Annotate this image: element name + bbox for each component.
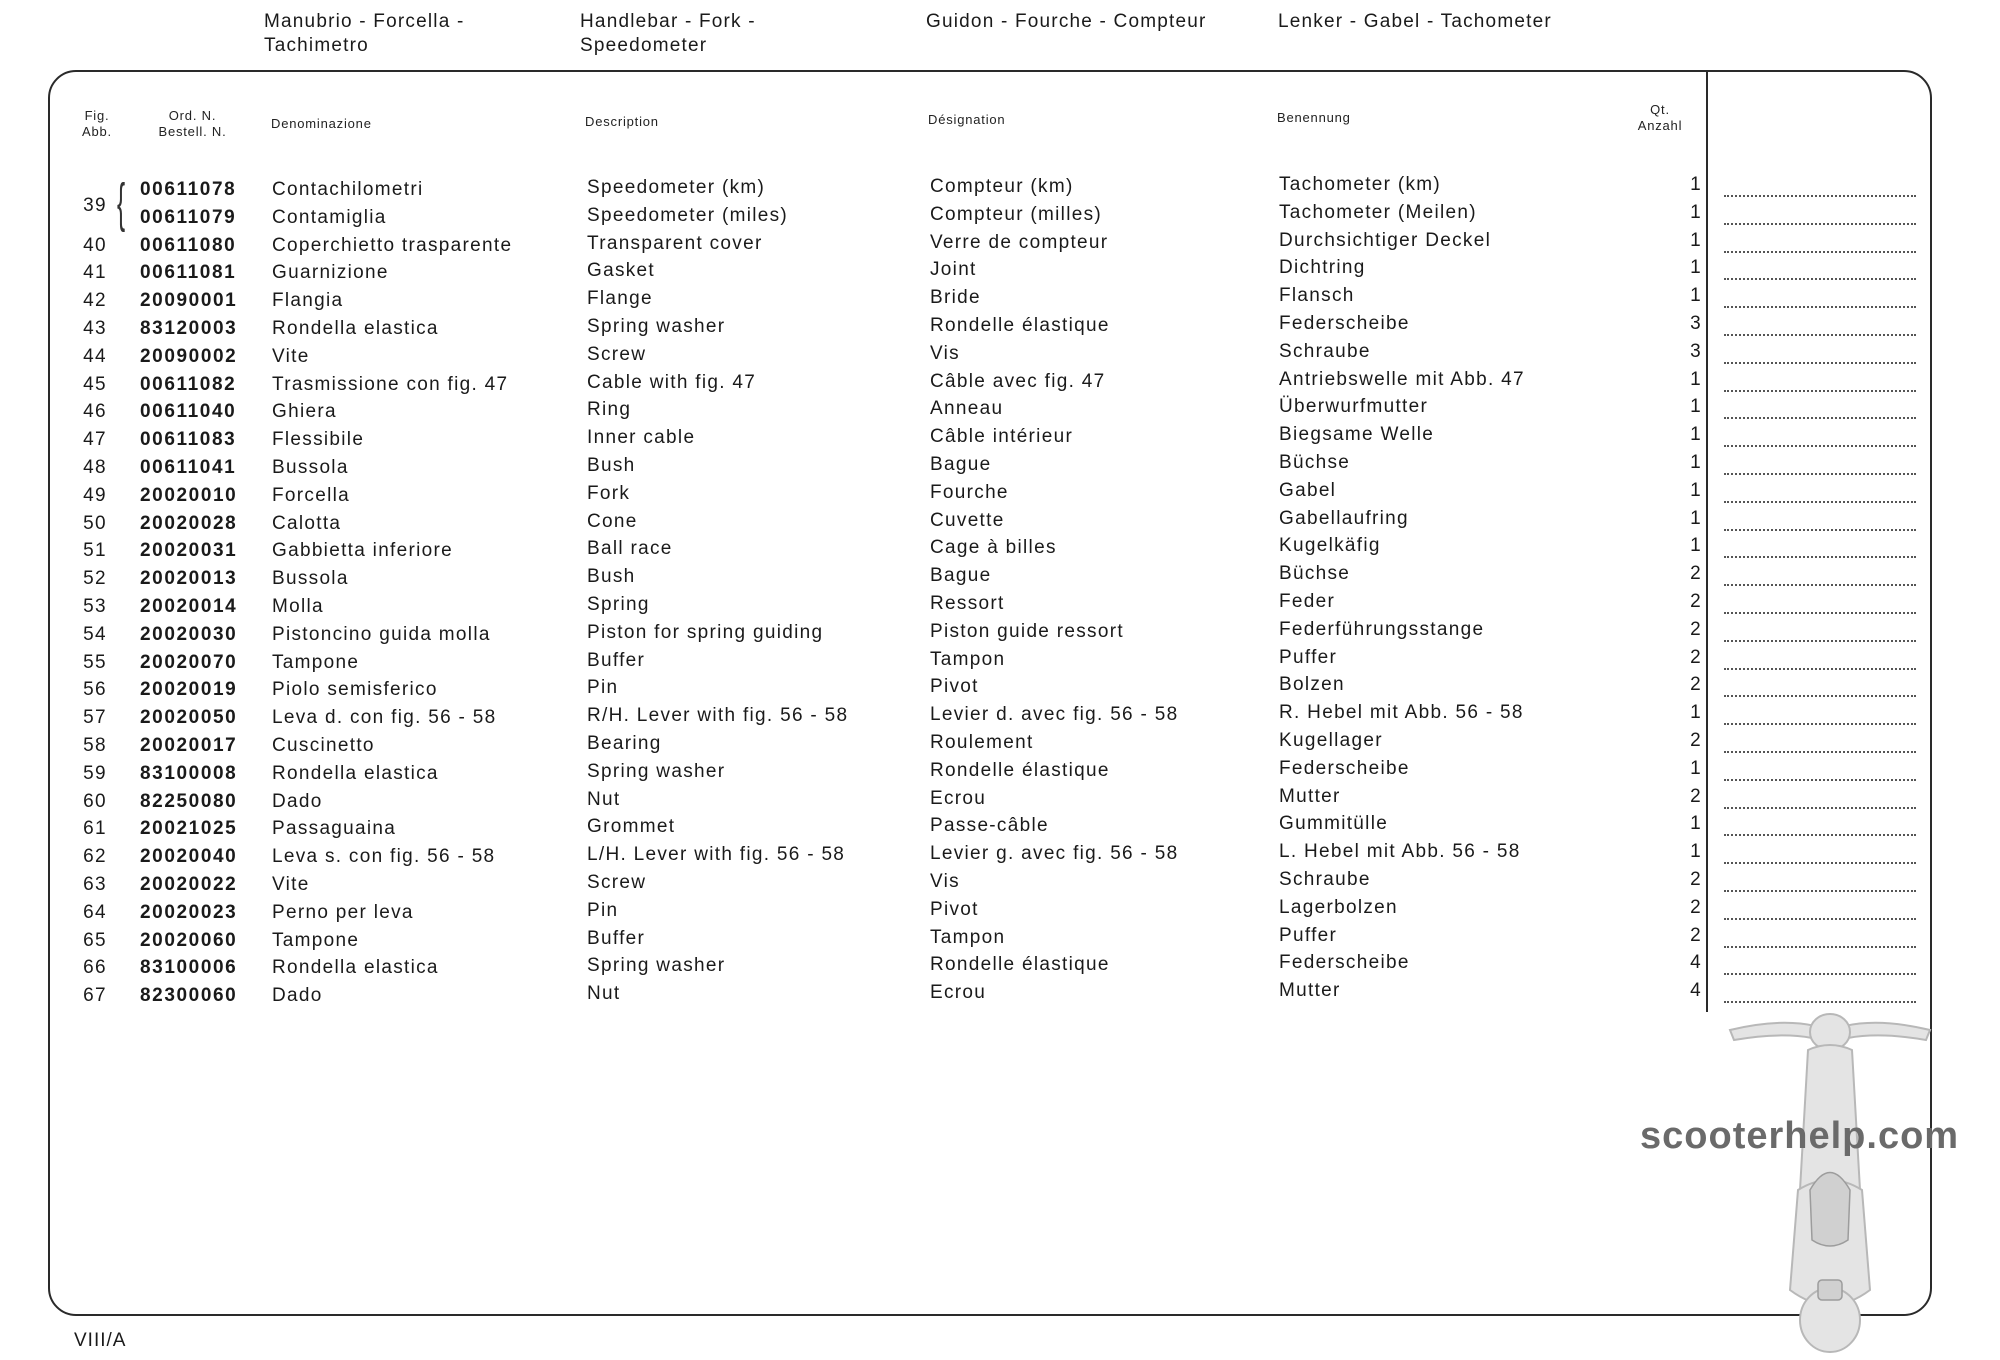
row-dotted-line xyxy=(1724,362,1916,364)
row-italian: Forcella xyxy=(272,484,350,506)
column-header-order-number: Ord. N. Bestell. N. xyxy=(158,108,227,139)
row-german: Bolzen xyxy=(1279,674,1345,696)
row-order-number: 20021025 xyxy=(140,818,238,840)
row-french: Rondelle élastique xyxy=(930,759,1110,781)
notes-column-divider xyxy=(1706,72,1708,1012)
row-english: Pin xyxy=(587,677,619,699)
row-quantity: 2 xyxy=(1690,646,1702,668)
row-order-number: 00611081 xyxy=(140,262,237,284)
row-dotted-line xyxy=(1724,390,1916,392)
row-dotted-line xyxy=(1724,334,1916,336)
row-english: Speedometer (miles) xyxy=(587,204,789,226)
row-french: Levier g. avec fig. 56 - 58 xyxy=(930,843,1179,865)
row-italian: Tampone xyxy=(272,929,360,951)
row-dotted-line xyxy=(1724,723,1916,725)
row-fig: 65 xyxy=(83,929,107,951)
row-dotted-line xyxy=(1724,306,1916,308)
row-french: Pivot xyxy=(930,898,979,920)
row-french: Roulement xyxy=(930,732,1034,753)
group-brace: { xyxy=(116,173,126,233)
row-german: Gabellaufring xyxy=(1279,507,1409,529)
row-french: Levier d. avec fig. 56 - 58 xyxy=(930,704,1179,726)
group-fig-number: 39 xyxy=(83,195,107,216)
row-quantity: 3 xyxy=(1690,340,1702,362)
row-order-number: 00611083 xyxy=(140,429,237,451)
row-english: Screw xyxy=(587,872,647,893)
row-french: Tampon xyxy=(930,648,1006,670)
row-dotted-line xyxy=(1724,278,1916,280)
row-english: Buffer xyxy=(587,927,646,949)
row-fig: 67 xyxy=(83,985,107,1007)
row-english: Transparent cover xyxy=(587,232,763,254)
row-dotted-line xyxy=(1724,417,1916,419)
row-quantity: 1 xyxy=(1690,257,1702,279)
row-fig: 55 xyxy=(83,651,107,673)
row-italian: Pistoncino guida molla xyxy=(272,623,491,645)
row-quantity: 1 xyxy=(1690,479,1702,501)
row-english: Bush xyxy=(587,455,636,476)
row-italian: Calotta xyxy=(272,512,342,534)
row-english: Bush xyxy=(587,566,636,588)
row-order-number: 83120003 xyxy=(140,318,238,339)
row-italian: Rondella elastica xyxy=(272,318,439,339)
row-order-number: 20090002 xyxy=(140,345,238,367)
row-dotted-line xyxy=(1724,473,1916,475)
row-quantity: 2 xyxy=(1690,869,1702,890)
row-english: Grommet xyxy=(587,816,676,838)
row-german: Puffer xyxy=(1279,646,1338,668)
row-english: Fork xyxy=(587,482,631,504)
row-italian: Leva d. con fig. 56 - 58 xyxy=(272,707,497,729)
row-fig: 59 xyxy=(83,762,107,784)
row-fig: 61 xyxy=(83,818,107,840)
row-italian: Vite xyxy=(272,874,310,895)
row-french: Cuvette xyxy=(930,509,1005,531)
row-fig: 64 xyxy=(83,901,107,923)
row-german: Federführungsstange xyxy=(1279,618,1485,640)
row-fig: 49 xyxy=(83,484,107,506)
row-dotted-line xyxy=(1724,695,1916,697)
row-italian: Rondella elastica xyxy=(272,762,439,784)
row-italian: Coperchietto trasparente xyxy=(272,234,513,256)
row-dotted-line xyxy=(1724,779,1916,781)
row-english: Flange xyxy=(587,288,653,310)
row-italian: Bussola xyxy=(272,568,349,590)
row-order-number: 20020010 xyxy=(140,484,238,506)
row-italian: Trasmissione con fig. 47 xyxy=(272,373,509,395)
row-order-number: 20020019 xyxy=(140,679,238,701)
row-french: Rondelle élastique xyxy=(930,954,1110,976)
row-fig: 42 xyxy=(83,290,107,312)
row-english: Gasket xyxy=(587,260,655,282)
row-english: R/H. Lever with fig. 56 - 58 xyxy=(587,705,849,727)
row-dotted-line xyxy=(1724,918,1916,920)
row-french: Verre de compteur xyxy=(930,231,1109,253)
row-fig: 52 xyxy=(83,568,107,590)
row-fig: 48 xyxy=(83,457,107,478)
column-header-english: Description xyxy=(585,114,659,129)
row-fig: 47 xyxy=(83,429,107,451)
row-english: Screw xyxy=(587,343,647,365)
row-dotted-line xyxy=(1724,668,1916,670)
page-number: VIII/A xyxy=(74,1330,127,1351)
row-quantity: 2 xyxy=(1690,563,1702,585)
row-german: Mutter xyxy=(1279,785,1341,807)
row-fig: 44 xyxy=(83,345,107,367)
row-english: Spring xyxy=(587,594,650,615)
row-order-number: 00611082 xyxy=(140,373,237,395)
row-fig: 40 xyxy=(83,234,107,256)
row-fig: 43 xyxy=(83,318,107,339)
row-quantity: 1 xyxy=(1690,452,1702,473)
row-fig: 53 xyxy=(83,596,107,617)
row-italian: Cuscinetto xyxy=(272,735,375,756)
row-order-number: 00611079 xyxy=(140,206,237,228)
row-quantity: 1 xyxy=(1690,285,1702,307)
row-german: Dichtring xyxy=(1279,257,1366,279)
row-english: Piston for spring guiding xyxy=(587,621,824,643)
row-quantity: 1 xyxy=(1690,396,1702,418)
row-dotted-line xyxy=(1724,501,1916,503)
row-french: Bague xyxy=(930,565,992,587)
row-order-number: 20020022 xyxy=(140,874,238,895)
row-fig: 66 xyxy=(83,957,107,979)
row-order-number: 00611080 xyxy=(140,234,237,256)
row-english: Cable with fig. 47 xyxy=(587,371,757,393)
row-english: Nut xyxy=(587,983,621,1005)
column-header-french: Désignation xyxy=(928,112,1006,127)
row-german: Puffer xyxy=(1279,924,1338,946)
row-dotted-line xyxy=(1724,445,1916,447)
row-quantity: 1 xyxy=(1690,757,1702,779)
row-french: Piston guide ressort xyxy=(930,620,1124,642)
row-french: Joint xyxy=(930,259,977,281)
row-dotted-line xyxy=(1724,973,1916,975)
row-order-number: 20020013 xyxy=(140,568,238,590)
row-quantity: 2 xyxy=(1690,591,1702,612)
row-italian: Leva s. con fig. 56 - 58 xyxy=(272,846,496,868)
row-order-number: 20020060 xyxy=(140,929,238,951)
row-quantity: 1 xyxy=(1690,507,1702,529)
row-dotted-line xyxy=(1724,529,1916,531)
row-dotted-line xyxy=(1724,223,1916,225)
row-order-number: 83100008 xyxy=(140,762,238,784)
row-german: Antriebswelle mit Abb. 47 xyxy=(1279,368,1525,390)
row-italian: Contamiglia xyxy=(272,206,387,228)
row-italian: Tampone xyxy=(272,651,360,673)
row-quantity: 1 xyxy=(1690,201,1702,223)
row-quantity: 1 xyxy=(1690,174,1702,195)
row-dotted-line xyxy=(1724,890,1916,892)
row-german: Tachometer (km) xyxy=(1279,174,1442,195)
row-quantity: 2 xyxy=(1690,618,1702,640)
row-french: Ecrou xyxy=(930,982,987,1004)
row-order-number: 20020040 xyxy=(140,846,238,868)
scooter-illustration xyxy=(1720,990,1940,1360)
row-order-number: 00611078 xyxy=(140,179,237,200)
row-fig: 51 xyxy=(83,540,107,562)
row-fig: 58 xyxy=(83,735,107,756)
section-title-en: Handlebar - Fork - Speedometer xyxy=(580,11,756,56)
row-order-number: 20020017 xyxy=(140,735,238,756)
row-french: Câble intérieur xyxy=(930,426,1074,448)
row-german: Tachometer (Meilen) xyxy=(1279,201,1477,223)
row-dotted-line xyxy=(1724,751,1916,753)
row-french: Ressort xyxy=(930,593,1005,614)
row-dotted-line xyxy=(1724,834,1916,836)
row-fig: 46 xyxy=(83,401,107,423)
row-german: Lagerbolzen xyxy=(1279,896,1398,918)
row-german: Schraube xyxy=(1279,340,1371,362)
row-english: Spring washer xyxy=(587,760,726,782)
row-order-number: 82250080 xyxy=(140,790,238,812)
column-header-fig: Fig. Abb. xyxy=(82,108,112,139)
row-french: Anneau xyxy=(930,398,1004,420)
row-dotted-line xyxy=(1724,251,1916,253)
row-dotted-line xyxy=(1724,640,1916,642)
row-order-number: 20020070 xyxy=(140,651,238,673)
row-french: Rondelle élastique xyxy=(930,315,1110,336)
row-quantity: 1 xyxy=(1690,424,1702,446)
row-fig: 45 xyxy=(83,373,107,395)
row-italian: Perno per leva xyxy=(272,901,414,923)
section-title-de: Lenker - Gabel - Tachometer xyxy=(1278,11,1552,32)
row-french: Compteur (milles) xyxy=(930,203,1103,225)
row-order-number: 20090001 xyxy=(140,290,238,312)
row-english: Inner cable xyxy=(587,427,696,449)
row-quantity: 4 xyxy=(1690,980,1702,1002)
row-french: Vis xyxy=(930,342,960,364)
row-italian: Passaguaina xyxy=(272,818,397,840)
row-english: Spring washer xyxy=(587,955,726,977)
row-quantity: 1 xyxy=(1690,535,1702,557)
row-dotted-line xyxy=(1724,584,1916,586)
row-german: Büchse xyxy=(1279,563,1351,585)
row-italian: Flangia xyxy=(272,290,344,312)
row-dotted-line xyxy=(1724,807,1916,809)
row-german: Federscheibe xyxy=(1279,757,1410,779)
row-italian: Dado xyxy=(272,985,323,1007)
row-order-number: 20020050 xyxy=(140,707,238,729)
row-german: L. Hebel mit Abb. 56 - 58 xyxy=(1279,841,1521,863)
row-fig: 63 xyxy=(83,874,107,895)
row-english: Cone xyxy=(587,510,638,532)
row-order-number: 20020030 xyxy=(140,623,238,645)
row-quantity: 2 xyxy=(1690,896,1702,918)
row-fig: 57 xyxy=(83,707,107,729)
row-german: Kugellager xyxy=(1279,730,1383,751)
row-order-number: 20020028 xyxy=(140,512,238,534)
row-german: Durchsichtiger Deckel xyxy=(1279,229,1492,251)
row-order-number: 00611041 xyxy=(140,457,237,478)
row-german: Federscheibe xyxy=(1279,952,1410,974)
row-italian: Vite xyxy=(272,345,310,367)
row-quantity: 1 xyxy=(1690,229,1702,251)
row-fig: 62 xyxy=(83,846,107,868)
row-german: Kugelkäfig xyxy=(1279,535,1381,557)
row-french: Câble avec fig. 47 xyxy=(930,370,1106,392)
row-english: Bearing xyxy=(587,733,662,754)
row-italian: Piolo semisferico xyxy=(272,679,438,701)
section-title-fr: Guidon - Fourche - Compteur xyxy=(926,11,1207,32)
row-german: Mutter xyxy=(1279,980,1341,1002)
row-italian: Guarnizione xyxy=(272,262,389,284)
column-header-quantity: Qt. Anzahl xyxy=(1637,102,1683,133)
row-quantity: 1 xyxy=(1690,841,1702,863)
row-french: Ecrou xyxy=(930,787,987,809)
row-french: Bride xyxy=(930,287,981,309)
row-german: Gummitülle xyxy=(1279,813,1389,835)
row-order-number: 00611040 xyxy=(140,401,237,423)
column-header-german: Benennung xyxy=(1277,110,1351,125)
row-dotted-line xyxy=(1724,195,1916,197)
row-quantity: 1 xyxy=(1690,368,1702,390)
row-dotted-line xyxy=(1724,862,1916,864)
row-fig: 56 xyxy=(83,679,107,701)
section-title-it: Manubrio - Forcella - Tachimetro xyxy=(264,11,465,56)
row-italian: Molla xyxy=(272,596,324,617)
row-german: R. Hebel mit Abb. 56 - 58 xyxy=(1279,702,1524,724)
row-quantity: 3 xyxy=(1690,313,1702,334)
row-quantity: 2 xyxy=(1690,924,1702,946)
row-fig: 54 xyxy=(83,623,107,645)
row-quantity: 2 xyxy=(1690,674,1702,696)
row-german: Überwurfmutter xyxy=(1279,396,1429,418)
row-italian: Gabbietta inferiore xyxy=(272,540,454,562)
row-fig: 50 xyxy=(83,512,107,534)
row-fig: 60 xyxy=(83,790,107,812)
row-dotted-line xyxy=(1724,612,1916,614)
row-italian: Contachilometri xyxy=(272,179,424,200)
row-french: Bague xyxy=(930,454,992,475)
row-german: Flansch xyxy=(1279,285,1355,307)
row-english: Ring xyxy=(587,399,632,421)
row-french: Tampon xyxy=(930,926,1006,948)
row-order-number: 82300060 xyxy=(140,985,238,1007)
row-english: Speedometer (km) xyxy=(587,177,766,198)
row-order-number: 20020031 xyxy=(140,540,238,562)
row-italian: Flessibile xyxy=(272,429,365,451)
watermark: scooterhelp.com xyxy=(1640,1115,1960,1157)
row-french: Compteur (km) xyxy=(930,176,1074,197)
row-english: Pin xyxy=(587,899,619,921)
row-order-number: 20020023 xyxy=(140,901,238,923)
row-french: Cage à billes xyxy=(930,537,1057,559)
row-english: Ball race xyxy=(587,538,673,560)
row-order-number: 20020014 xyxy=(140,596,238,617)
row-quantity: 2 xyxy=(1690,785,1702,807)
row-french: Passe-câble xyxy=(930,815,1049,837)
row-dotted-line xyxy=(1724,556,1916,558)
row-german: Federscheibe xyxy=(1279,313,1410,334)
row-english: L/H. Lever with fig. 56 - 58 xyxy=(587,844,846,866)
row-german: Feder xyxy=(1279,591,1336,612)
row-dotted-line xyxy=(1724,946,1916,948)
row-german: Schraube xyxy=(1279,869,1371,890)
row-quantity: 1 xyxy=(1690,813,1702,835)
row-italian: Dado xyxy=(272,790,323,812)
row-french: Vis xyxy=(930,871,960,892)
row-german: Büchse xyxy=(1279,452,1351,473)
row-order-number: 83100006 xyxy=(140,957,238,979)
row-english: Nut xyxy=(587,788,621,810)
row-italian: Bussola xyxy=(272,457,349,478)
row-quantity: 4 xyxy=(1690,952,1702,974)
row-italian: Ghiera xyxy=(272,401,337,423)
row-quantity: 1 xyxy=(1690,702,1702,724)
column-header-italian: Denominazione xyxy=(271,116,372,131)
row-german: Biegsame Welle xyxy=(1279,424,1435,446)
row-german: Gabel xyxy=(1279,479,1337,501)
row-italian: Rondella elastica xyxy=(272,957,439,979)
row-fig: 41 xyxy=(83,262,107,284)
row-quantity: 2 xyxy=(1690,730,1702,751)
row-english: Spring washer xyxy=(587,316,726,337)
row-french: Pivot xyxy=(930,676,979,698)
row-french: Fourche xyxy=(930,481,1009,503)
row-english: Buffer xyxy=(587,649,646,671)
